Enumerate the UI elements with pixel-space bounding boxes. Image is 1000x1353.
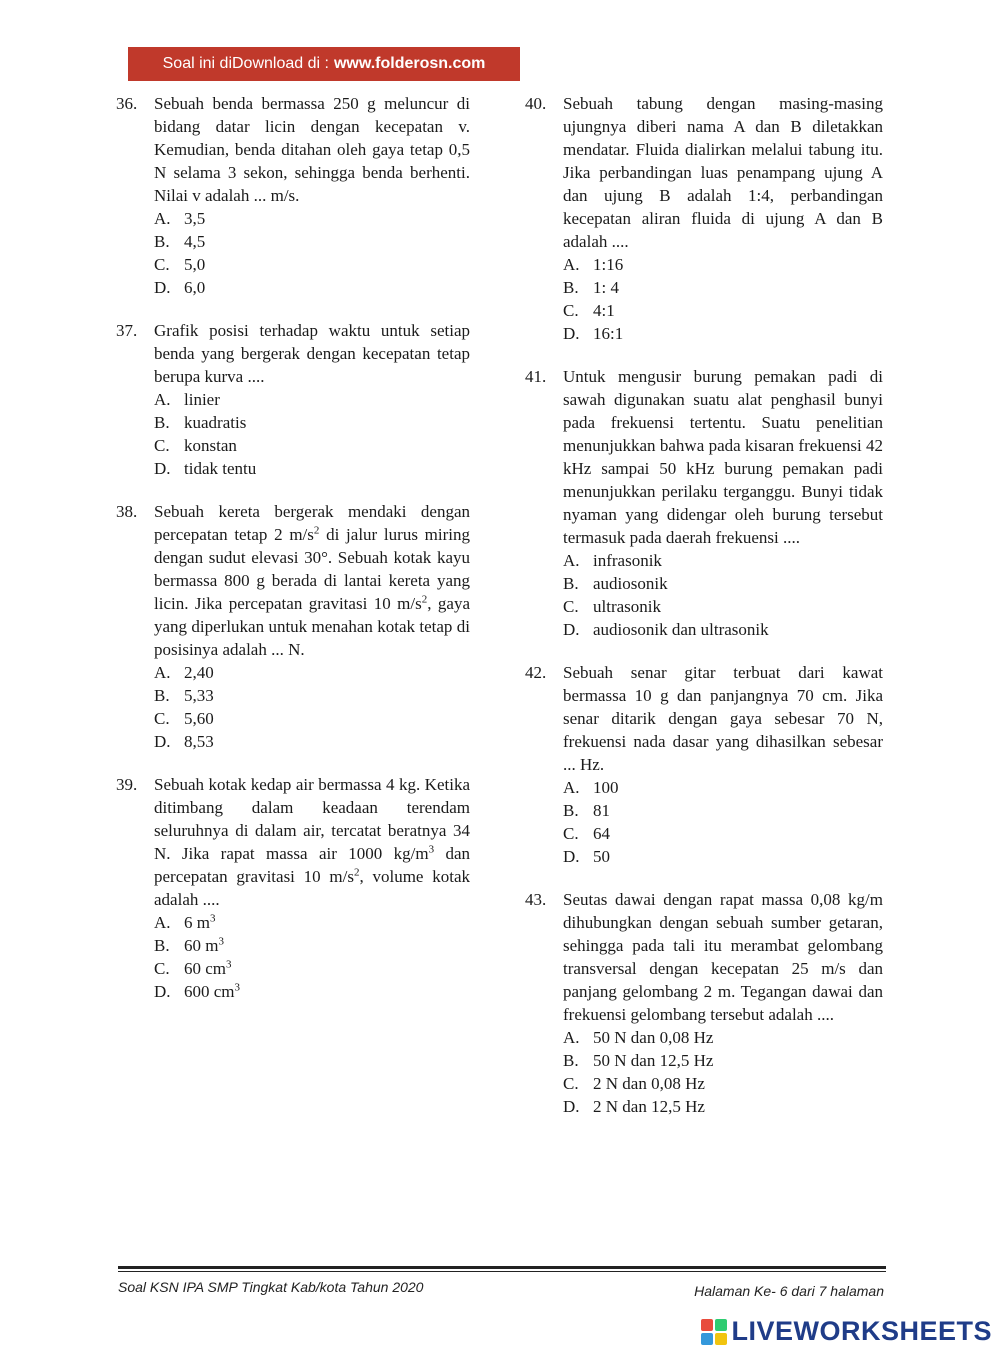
answer-options	[154, 388, 470, 480]
footer-title: Soal KSN IPA SMP Tingkat Kab/kota Tahun 2020	[118, 1279, 424, 1295]
option-a[interactable]: A. 100	[563, 778, 619, 797]
answer-options	[563, 776, 883, 868]
banner-url[interactable]: www.folderosn.com	[333, 55, 486, 72]
option-b[interactable]: B. 60 $m^3$	[154, 935, 224, 955]
question-text: Sebuah kotak kedap air bermassa 4 kg. Ketika ditimbang dalam keadaan terendam seluruhnya di dalam air, tercatat beratnya 34 N. Jika rapat massa air 1000 $kg/m^3$ dan percepatan gravitasi 10 $m/s^2$, volume kotak adalah ....	[154, 775, 471, 909]
option-d[interactable]: D. 8,53	[154, 732, 214, 751]
option-a[interactable]: A. linier	[154, 390, 220, 409]
download-banner[interactable]	[128, 47, 520, 81]
option-b[interactable]: B. 1: 4	[563, 278, 619, 297]
option-b[interactable]: B. kuadratis	[154, 413, 247, 432]
option-c[interactable]: C. ultrasonik	[563, 597, 661, 616]
option-a[interactable]: A. infrasonik	[563, 551, 662, 570]
question-text: Sebuah benda bermassa 250 g meluncur di bidang datar licin dengan kecepatan v. Kemudian, benda ditahan oleh gaya tetap 0,5 N selama 3 sekon, sehingga benda berhenti. Nilai v adalah ... m/s.	[154, 94, 470, 205]
question-number: 40.	[525, 94, 547, 113]
option-b[interactable]: B. 5,33	[154, 686, 214, 705]
option-d[interactable]: D. 50	[563, 847, 610, 866]
left-column	[116, 92, 470, 1023]
question-number: 38.	[116, 502, 138, 521]
answer-options	[563, 253, 883, 345]
option-d[interactable]: D. tidak tentu	[154, 459, 257, 478]
question-number: 36.	[116, 94, 138, 113]
answer-options	[154, 207, 470, 299]
question-text: Seutas dawai dengan rapat massa 0,08 kg/m dihubungkan dengan sebuah sumber getaran, sehingga pada tali itu merambat gelombang transversal dengan kecepatan 25 m/s dan panjang gelombang 2 m. Tegangan dawai dan frekuensi gelombang tersebut adalah ....	[563, 890, 883, 1024]
option-a[interactable]: A. 2,40	[154, 663, 214, 682]
question-number: 42.	[525, 663, 547, 682]
answer-options	[154, 661, 470, 753]
option-c[interactable]: C. konstan	[154, 436, 237, 455]
footer-divider	[118, 1266, 886, 1269]
option-b[interactable]: B. 81	[563, 801, 610, 820]
option-b[interactable]: B. 50 N dan 12,5 Hz	[563, 1051, 714, 1070]
option-d[interactable]: D. 2 N dan 12,5 Hz	[563, 1097, 705, 1116]
answer-options	[154, 911, 470, 1003]
option-d[interactable]: D. 600 $cm^3$	[154, 981, 241, 1001]
question-39	[116, 773, 470, 1003]
option-c[interactable]: C. 64	[563, 824, 610, 843]
liveworksheets-logo-icon	[701, 1319, 727, 1345]
answer-options	[563, 549, 883, 641]
question-number: 43.	[525, 890, 547, 909]
option-c[interactable]: C. 5,0	[154, 255, 206, 274]
option-a[interactable]: A. 50 N dan 0,08 Hz	[563, 1028, 714, 1047]
option-b[interactable]: B. audiosonik	[563, 574, 668, 593]
option-a[interactable]: A. 3,5	[154, 209, 206, 228]
option-d[interactable]: D. audiosonik dan ultrasonik	[563, 620, 769, 639]
answer-options	[563, 1026, 883, 1118]
question-37	[116, 319, 470, 480]
footer-divider-thin	[118, 1271, 886, 1272]
question-number: 39.	[116, 775, 138, 794]
watermark-text: LIVEWORKSHEETS	[731, 1316, 992, 1346]
question-36	[116, 92, 470, 299]
option-c[interactable]: C. 2 N dan 0,08 Hz	[563, 1074, 705, 1093]
option-a[interactable]: A. 6 $m^3$	[154, 912, 216, 932]
option-c[interactable]: C. 5,60	[154, 709, 214, 728]
question-text: Sebuah tabung dengan masing-masing ujungnya diberi nama A dan B diletakkan mendatar. Fluida dialirkan melalui tabung itu. Jika perbandingan luas penampang ujung A dan ujung B adalah 1:4, perbandingan kecepatan aliran fluida di ujung A dan B adalah ....	[563, 94, 883, 251]
question-number: 41.	[525, 367, 547, 386]
question-text: Sebuah kereta bergerak mendaki dengan percepatan tetap 2 $m/s^2$ di jalur lurus miring dengan sudut elevasi 30°. Sebuah kotak kayu bermassa 800 g berada di lantai kereta yang licin. Jika percepatan gravitasi 10 $m/s^2$, gaya yang diperlukan untuk menahan kotak tetap di posisinya adalah ... N.	[154, 502, 471, 659]
question-41	[525, 365, 883, 641]
liveworksheets-watermark[interactable]	[701, 1316, 992, 1347]
question-text: Sebuah senar gitar terbuat dari kawat bermassa 10 g dan panjangnya 70 cm. Jika senar ditarik dengan gaya sebesar 70 N, frekuensi nada dasar yang dihasilkan sebesar ... Hz.	[563, 663, 883, 774]
right-column	[525, 92, 883, 1138]
option-c[interactable]: C. 60 $cm^3$	[154, 958, 232, 978]
option-d[interactable]: D. 16:1	[563, 324, 624, 343]
option-c[interactable]: C. 4:1	[563, 301, 615, 320]
question-42	[525, 661, 883, 868]
question-40	[525, 92, 883, 345]
question-38	[116, 500, 470, 753]
footer-page-number: Halaman Ke- 6 dari 7 halaman	[694, 1283, 884, 1299]
question-text: Untuk mengusir burung pemakan padi di sawah digunakan suatu alat penghasil bunyi pada frekuensi tertentu. Suatu penelitian menunjukkan bahwa pada kisaran frekuensi 42 kHz sampai 50 kHz burung pemakan padi menunjukkan perilaku terganggu. Bunyi tidak nyaman yang didengar oleh burung tersebut termasuk pada daerah frekuensi ....	[563, 367, 883, 547]
banner-prefix: Soal ini diDownload di :	[162, 55, 329, 72]
option-a[interactable]: A. 1:16	[563, 255, 624, 274]
option-b[interactable]: B. 4,5	[154, 232, 206, 251]
question-text: Grafik posisi terhadap waktu untuk setiap benda yang bergerak dengan kecepatan tetap berupa kurva ....	[154, 321, 470, 386]
question-43	[525, 888, 883, 1118]
option-d[interactable]: D. 6,0	[154, 278, 206, 297]
question-number: 37.	[116, 321, 138, 340]
